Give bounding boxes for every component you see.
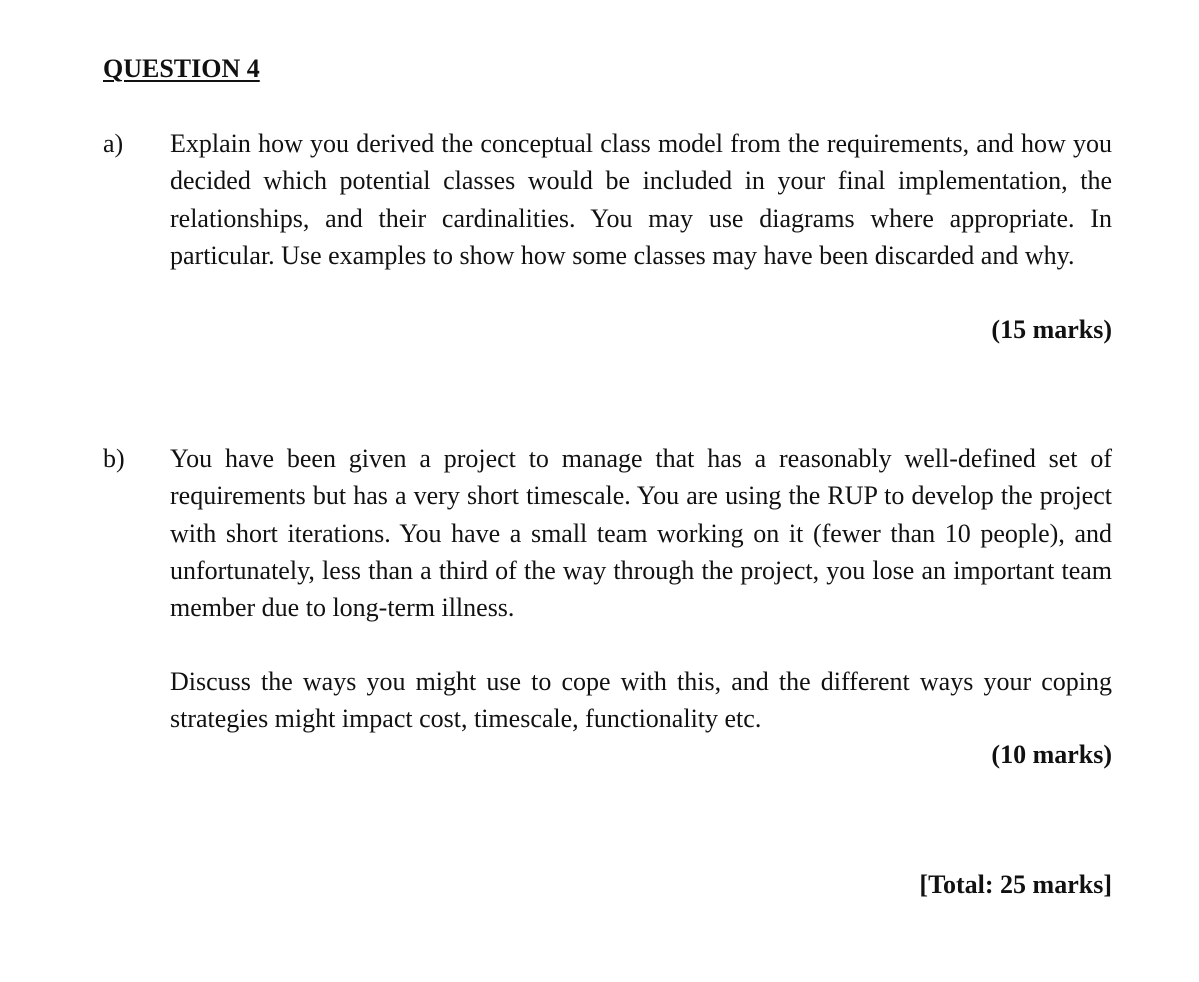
part-b-text: You have been given a project to manage that has a reasonably well-defined set of requirements but has a very short timescale. You are using the RUP to develop the project with short iterations. You have a small team working on it (fewer than 10 people), and unfortunately, less than a third of the way through the project, you lose an important team member due to long-term illness. xyxy=(170,444,1112,623)
question-title: QUESTION 4 xyxy=(103,54,260,83)
part-a-label: a) xyxy=(103,129,124,158)
total-marks: [Total: 25 marks] xyxy=(919,870,1112,899)
part-a-text: Explain how you derived the conceptual class model from the requirements, and how you decided which potential classes would be included in your final implementation, the relationships, and their cardinalities. You may use diagrams where appropriate. In particular. Use examples to show how some classes may have been discarded and why. xyxy=(170,129,1112,270)
part-b-marks: (10 marks) xyxy=(991,740,1112,769)
part-a-marks: (15 marks) xyxy=(991,315,1112,344)
part-b-label: b) xyxy=(103,444,125,473)
part-b-text-2: Discuss the ways you might use to cope with this, and the different ways your coping strategies might impact cost, timescale, functionality etc. xyxy=(170,667,1112,734)
